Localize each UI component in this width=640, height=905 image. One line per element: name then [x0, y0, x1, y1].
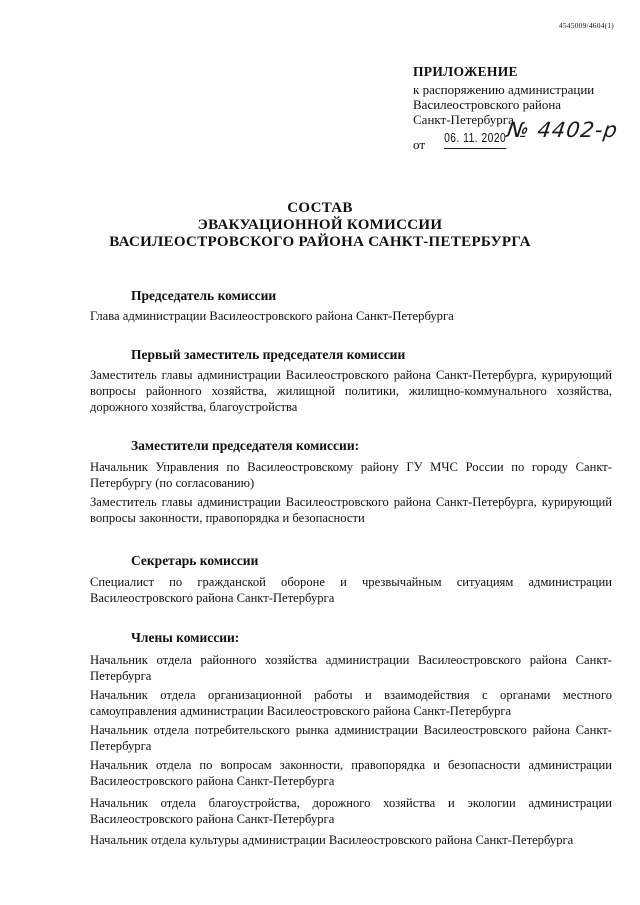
appendix-line-2: Василеостровского района [413, 97, 562, 112]
order-date: 06. 11. 2020 [444, 131, 506, 149]
date-from-label: от [413, 137, 426, 152]
chairman-item: Глава администрации Василеостровского района Санкт-Петербурга [90, 309, 454, 323]
document-title [0, 200, 640, 251]
first-deputy-item: Заместитель главы администрации Василеостровского района Санкт-Петербурга, курирующий вопросы районного хозяйства, жилищной политики, жилищно-коммунального хозяйства, дорожного хозяйства, благоустройства [90, 368, 612, 414]
section-heading-members: Члены комиссии: [131, 630, 240, 645]
secretary-item: Специалист по гражданской обороне и чрезвычайным ситуациям администрации Василеостровского района Санкт-Петербурга [90, 575, 612, 605]
appendix-block [413, 64, 623, 155]
member-item: Начальник отдела по вопросам законности, правопорядка и безопасности администрации Василеостровского района Санкт-Петербурга [90, 758, 612, 788]
title-line-1: СОСТАВ [287, 200, 353, 216]
section-heading-chairman: Председатель комиссии [131, 288, 277, 303]
appendix-heading: ПРИЛОЖЕНИЕ [413, 64, 518, 79]
member-item: Начальник отдела благоустройства, дорожного хозяйства и экологии администрации Василеостровского района Санкт-Петербурга [90, 796, 612, 826]
order-number-handwritten: № 4402-р [505, 118, 620, 142]
member-item: Начальник отдела районного хозяйства администрации Василеостровского района Санкт-Петербурга [90, 653, 612, 683]
deputy-item: Заместитель главы администрации Василеостровского района Санкт-Петербурга, курирующий вопросы законности, правопорядка и безопасности [90, 495, 612, 525]
member-item: Начальник отдела организационной работы и взаимодействия с органами местного самоуправления администрации Василеостровского района Санкт-Петербурга [90, 688, 612, 718]
appendix-line-1: к распоряжению администрации [413, 82, 595, 97]
section-heading-secretary: Секретарь комиссии [131, 553, 259, 568]
member-item: Начальник отдела потребительского рынка администрации Василеостровского района Санкт-Петербурга [90, 723, 612, 753]
member-item: Начальник отдела культуры администрации Василеостровского района Санкт-Петербурга [90, 833, 574, 847]
appendix-line-3: Санкт-Петербурга [413, 112, 514, 127]
title-line-3: ВАСИЛЕОСТРОВСКОГО РАЙОНА САНКТ-ПЕТЕРБУРГА [109, 234, 531, 250]
section-heading-first-deputy: Первый заместитель председателя комиссии [131, 347, 406, 362]
deputy-item: Начальник Управления по Василеостровскому району ГУ МЧС России по городу Санкт-Петербургу (по согласованию) [90, 460, 612, 490]
document-code: 4545009/4604(1) [558, 21, 614, 30]
section-heading-deputies: Заместители председателя комиссии: [131, 438, 360, 453]
title-line-2: ЭВАКУАЦИОННОЙ КОМИССИИ [197, 217, 443, 233]
